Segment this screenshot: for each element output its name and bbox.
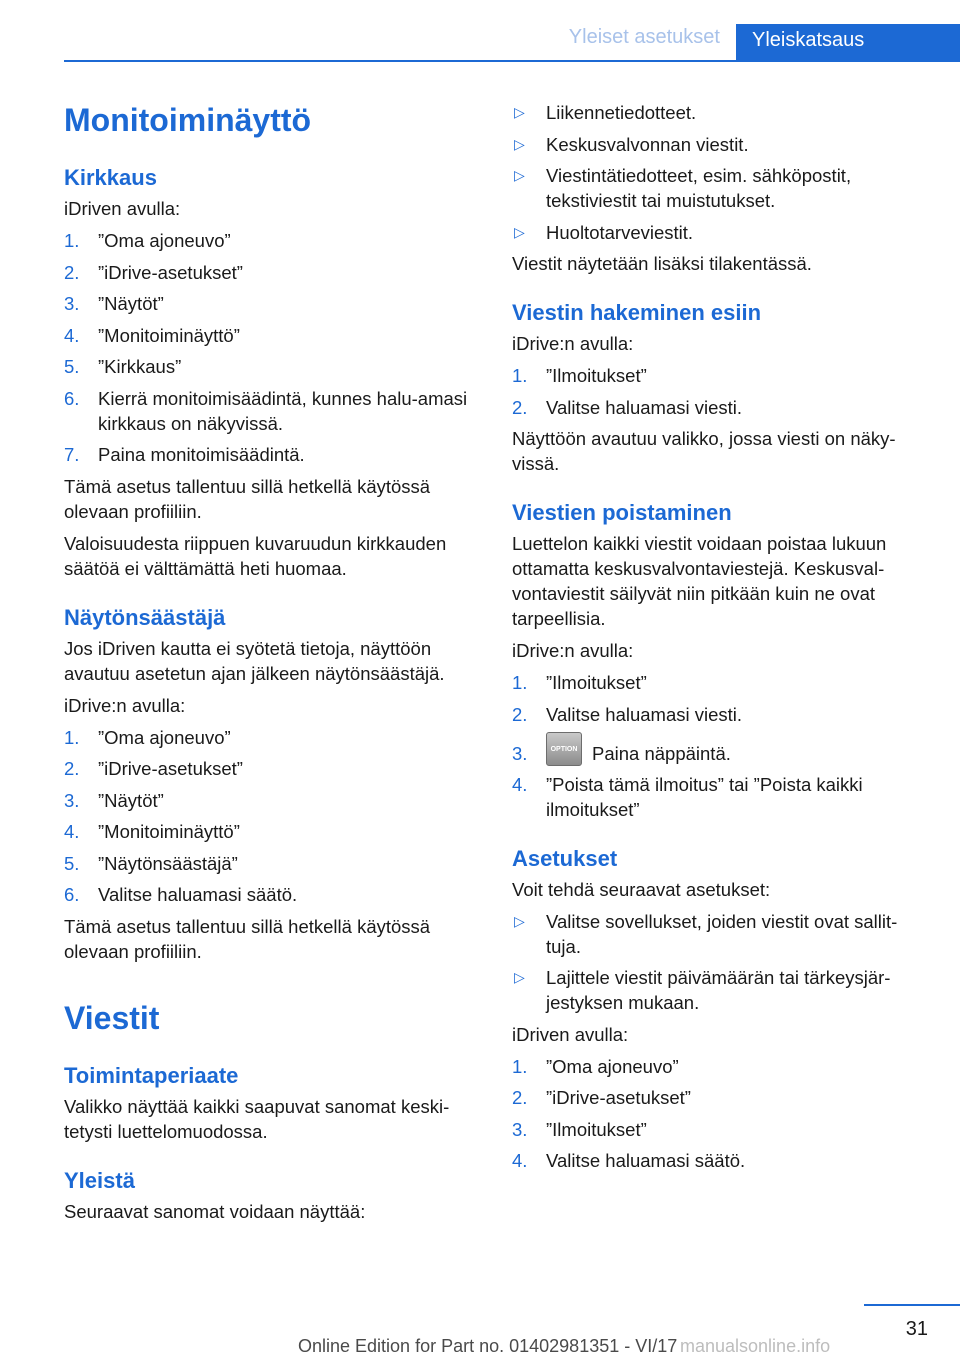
- settings-options: [512, 909, 928, 1016]
- list-item: 1. ”Oma ajoneuvo”: [64, 230, 231, 251]
- delete-steps: [512, 670, 928, 822]
- settings-text: Voit tehdä seuraavat asetukset:: [512, 878, 771, 900]
- list-item: ▷ Liikennetiedotteet.: [514, 102, 697, 123]
- screensaver-steps: [64, 725, 480, 908]
- screensaver-text: Jos iDriven kautta ei syötetä tietoja, näyttöön avautuu asetetun ajan jälkeen näytönsäästäjä.: [64, 637, 445, 684]
- watermark: manualsonline.info: [680, 1336, 831, 1356]
- brightness-heading: Kirkkaus: [64, 165, 157, 190]
- list-item: 3. ”Näytöt”: [64, 789, 164, 811]
- page-header: [0, 0, 960, 64]
- chapter-tab[interactable]: Yleiskatsaus: [736, 24, 960, 62]
- list-item: ▷ Keskusvalvonnan viestit.: [514, 133, 749, 155]
- delete-text: Luettelon kaikki viestit voidaan poistaa lukuun ottamatta keskusvalvontaviestejä. Keskusval-vontaviestit säilyvät niin pitkään kuin ne ovat tarpeellisia.: [512, 533, 887, 629]
- general-text: Seuraavat sanomat voidaan näyttää:: [64, 1200, 366, 1222]
- list-item: 4. ”Monitoiminäyttö”: [64, 324, 240, 346]
- triangle-bullet-icon: ▷: [514, 969, 525, 986]
- list-item: 5. ”Kirkkaus”: [64, 356, 182, 377]
- option-button-icon: OPTION: [546, 732, 582, 766]
- list-item: 5. ”Näytönsäästäjä”: [64, 852, 238, 874]
- list-item: ▷ Lajittele viestit päivämäärän tai tärkeysjär-jestyksen mukaan.: [514, 967, 891, 1014]
- brightness-note-2: Valoisuudesta riippuen kuvaruudun kirkkauden säätöä ei välttämättä heti huomaa.: [64, 532, 447, 579]
- list-item: ▷ Huoltotarveviestit.: [514, 221, 694, 243]
- list-item: 2. Valitse haluamasi viesti.: [512, 703, 743, 725]
- list-item: ▷ Valitse sovellukset, joiden viestit ovat sallit-tuja.: [514, 910, 898, 957]
- footer-divider: [864, 1304, 960, 1306]
- brightness-note: Tämä asetus tallentuu sillä hetkellä käytössä olevaan profiiliin.: [64, 475, 431, 522]
- settings-heading: Asetukset: [512, 845, 618, 871]
- list-item: 3. OPTION Paina näppäintä.: [512, 741, 928, 766]
- list-item: 3. ”Näytöt”: [64, 293, 164, 314]
- settings-steps: [512, 1054, 928, 1174]
- messages-title: Viestit: [64, 999, 160, 1036]
- list-item: 6. Valitse haluamasi säätö.: [64, 884, 298, 905]
- brightness-intro: iDriven avulla:: [64, 198, 181, 219]
- list-item: 2. ”iDrive-asetukset”: [64, 758, 243, 779]
- triangle-bullet-icon: ▷: [514, 135, 525, 152]
- triangle-bullet-icon: ▷: [514, 912, 525, 929]
- principle-text: Valikko näyttää kaikki saapuvat sanomat keski-tetysti luettelomuodossa.: [64, 1095, 450, 1142]
- fetch-steps: [512, 363, 928, 420]
- list-item: 1. ”Ilmoitukset”: [512, 672, 647, 693]
- list-item: 2. ”iDrive-asetukset”: [512, 1087, 691, 1109]
- list-item: 1. ”Oma ajoneuvo”: [512, 1055, 679, 1077]
- delete-intro: iDrive:n avulla:: [512, 640, 634, 661]
- list-item: 3. ”Ilmoitukset”: [512, 1118, 647, 1140]
- page-title: Monitoiminäyttö: [64, 102, 312, 138]
- right-column: [512, 100, 928, 1180]
- brightness-steps: [64, 228, 480, 467]
- principle-heading: Toimintaperiaate: [64, 1062, 239, 1088]
- list-item: 2. ”iDrive-asetukset”: [64, 261, 243, 283]
- settings-intro: iDriven avulla:: [512, 1023, 629, 1045]
- list-item: 7. Paina monitoimisäädintä.: [64, 444, 305, 465]
- statusbar-note: Viestit näytetään lisäksi tilakentässä.: [512, 253, 812, 274]
- list-item: 1. ”Ilmoitukset”: [512, 365, 647, 386]
- list-item: 4. Valitse haluamasi säätö.: [512, 1150, 746, 1172]
- fetch-intro: iDrive:n avulla:: [512, 333, 634, 354]
- header-divider: [64, 60, 960, 62]
- page-number: 31: [905, 1318, 928, 1340]
- fetch-note: Näyttöön avautuu valikko, jossa viesti on näky-vissä.: [512, 428, 896, 474]
- screensaver-note: Tämä asetus tallentuu sillä hetkellä käytössä olevaan profiiliin.: [64, 915, 431, 962]
- message-type-list: [512, 100, 928, 245]
- screensaver-intro: iDrive:n avulla:: [64, 694, 186, 716]
- left-column: [64, 100, 480, 1231]
- list-item: ▷ Viestintätiedotteet, esim. sähköpostit, tekstiviestit tai muistutukset.: [514, 165, 852, 211]
- list-item: 4. ”Monitoiminäyttö”: [64, 821, 240, 842]
- general-heading: Yleistä: [64, 1167, 135, 1193]
- triangle-bullet-icon: ▷: [514, 104, 525, 120]
- triangle-bullet-icon: ▷: [514, 223, 525, 240]
- list-item: 4. ”Poista tämä ilmoitus” tai ”Poista kaikki ilmoitukset”: [512, 774, 863, 821]
- fetch-heading: Viestin hakeminen esiin: [512, 300, 762, 325]
- section-tab[interactable]: Yleiset asetukset: [568, 26, 720, 48]
- list-item: 2. Valitse haluamasi viesti.: [512, 396, 743, 418]
- list-item: 1. ”Oma ajoneuvo”: [64, 726, 231, 748]
- screensaver-heading: Näytönsäästäjä: [64, 604, 226, 630]
- edition-text: Online Edition for Part no. 01402981351 - VI/17: [298, 1336, 678, 1356]
- triangle-bullet-icon: ▷: [514, 167, 525, 183]
- list-item: 6. Kierrä monitoimisäädintä, kunnes halu-amasi kirkkaus on näkyvissä.: [64, 387, 468, 434]
- delete-heading: Viestien poistaminen: [512, 500, 732, 525]
